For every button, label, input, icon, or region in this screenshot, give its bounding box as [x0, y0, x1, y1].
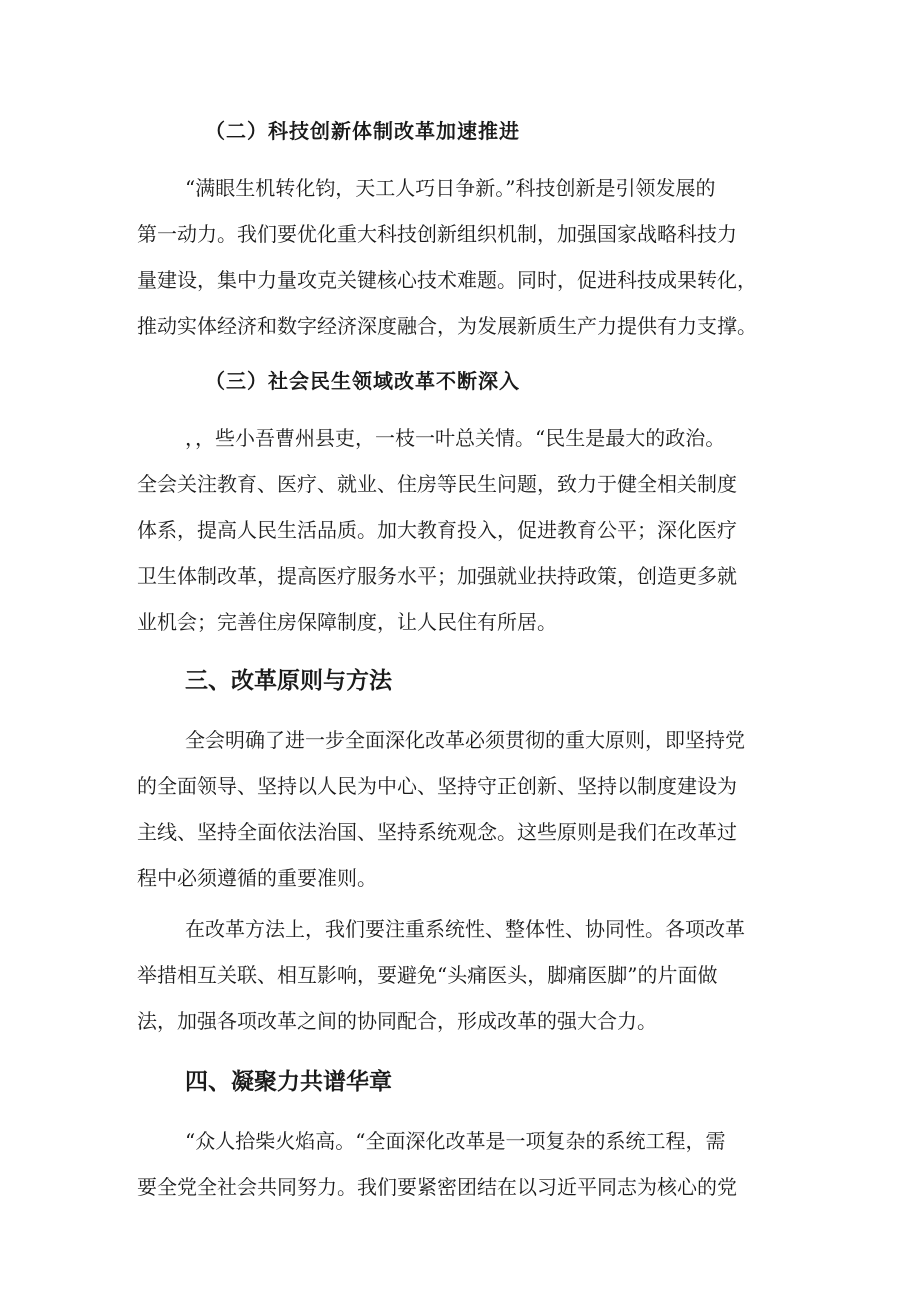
paragraph-unity [137, 1118, 797, 1210]
paragraph-methods [137, 906, 797, 1044]
text-line: 体系，提高人民生活品质。加大教育投入，促进教育公平；深化医疗 [137, 518, 737, 542]
paragraph-principles [137, 717, 797, 901]
subheading-livelihood-reform: （三）社会民生领域改革不断深入 [205, 369, 520, 393]
text-line: “众人拾柴火焰高。“全面深化改革是一项复杂的系统工程，需 [185, 1129, 726, 1153]
text-line: 第一动力。我们要优化重大科技创新组织机制，加强国家战略科技力 [137, 222, 737, 246]
text-line: 举措相互关联、相互影响，要避免“头痛医头，脚痛医脚”的片面做 [137, 963, 718, 987]
section-heading-unity: 四、凝聚力共谱华章 [185, 1069, 392, 1095]
text-line: “满眼生机转化钧，天工人巧日争新。”科技创新是引领发展的 [185, 176, 716, 200]
text-line: 的全面领导、坚持以人民为中心、坚持守正创新、坚持以制度建设为 [137, 774, 737, 798]
text-line: 量建设，集中力量攻克关键核心技术难题。同时，促进科技成果转化， [137, 268, 757, 292]
section-heading-principles-methods: 三、改革原则与方法 [185, 668, 392, 694]
text-line: 法，加强各项改革之间的协同配合，形成改革的强大合力。 [137, 1009, 657, 1033]
text-line: 业机会；完善住房保障制度，让人民住有所居。 [137, 610, 557, 634]
text-line: ，，些小吾曹州县吏，一枝一叶总关情。“民生是最大的政治。 [185, 426, 726, 450]
text-line: 全会明确了进一步全面深化改革必须贯彻的重大原则，即坚持党 [185, 728, 745, 752]
text-line: 全会关注教育、医疗、就业、住房等民生问题，致力于健全相关制度 [137, 472, 737, 496]
text-line: 程中必须遵循的重要准则。 [137, 866, 377, 890]
text-line: 要全党全社会共同努力。我们要紧密团结在以习近平同志为核心的党 [137, 1175, 737, 1199]
text-line: 推动实体经济和数字经济深度融合，为发展新质生产力提供有力支撑。 [137, 314, 757, 338]
text-line: 卫生体制改革，提高医疗服务水平；加强就业扶持政策，创造更多就 [137, 564, 737, 588]
paragraph-tech-innovation [137, 165, 797, 349]
text-line: 在改革方法上，我们要注重系统性、整体性、协同性。各项改革 [185, 917, 745, 941]
text-line: 主线、坚持全面依法治国、坚持系统观念。这些原则是我们在改革过 [137, 820, 737, 844]
paragraph-livelihood [137, 415, 797, 645]
subheading-tech-innovation-reform: （二）科技创新体制改革加速推进 [205, 119, 520, 143]
